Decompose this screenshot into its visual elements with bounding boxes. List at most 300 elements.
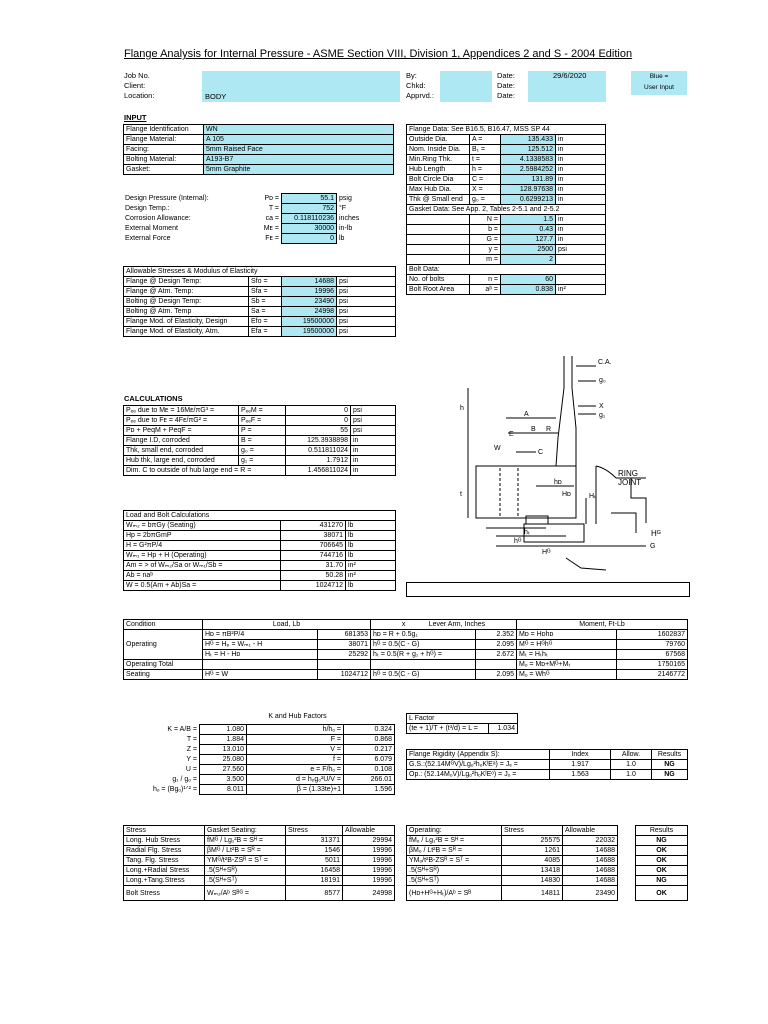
load-formula: Hᴳ = W <box>203 670 318 680</box>
diagram-label-hd: hᴅ <box>554 479 562 486</box>
stress-name: Long.+Radial Stress <box>124 866 205 876</box>
efa-input[interactable]: 19500000 <box>282 327 337 337</box>
result-cell: NG <box>636 876 688 886</box>
calc-sym: PₑₑF = <box>239 416 286 426</box>
fd-unit: in <box>556 155 606 165</box>
moment-formula: Mᴅ = Hᴅhᴅ <box>517 630 617 640</box>
col-condition: Condition <box>124 620 203 630</box>
arm-formula: hᴳ = 0.5(C - G) <box>371 670 476 680</box>
calc-value: 125.3938898 <box>286 436 351 446</box>
load-value: 431270 <box>281 521 346 531</box>
lfactor-formula: (te + 1)/T + (t³/d) = L = <box>407 724 489 734</box>
mod-label: Flange Mod. of Elasticity, Design <box>124 317 249 327</box>
input-label: Gasket: <box>124 165 204 175</box>
mod-sym: Efo = <box>249 317 282 327</box>
load-formula: Hₜ = H - Hᴅ <box>203 650 318 660</box>
allow-unit: psi <box>337 297 396 307</box>
thk-small-end-input[interactable]: 0.6299213 <box>501 195 556 205</box>
date-label-2: Date: <box>497 81 515 90</box>
load-unit: in² <box>346 571 396 581</box>
empty-output-box <box>406 582 690 597</box>
design-unit: in-lb <box>339 225 353 232</box>
calc-value: 55 <box>286 426 351 436</box>
oper-stress: 4085 <box>502 856 563 866</box>
gasket-formula: βMᴳ / Lt²B = Sᴿ = <box>205 846 286 856</box>
gd-unit <box>556 255 606 265</box>
fd-unit: in <box>556 185 606 195</box>
load-value: 50.28 <box>281 571 346 581</box>
allow-label: Flange @ Design Temp: <box>124 277 249 287</box>
gasket-m-input[interactable]: 2 <box>501 255 556 265</box>
flange-material-input[interactable]: A 105 <box>204 135 394 145</box>
load-formula <box>203 660 318 670</box>
oper-stress: 13418 <box>502 866 563 876</box>
oper-formula: (Hᴅ+Hᴳ+Hₜ)/Aᵇ = Sᴮ <box>407 886 502 901</box>
calc-table <box>123 405 396 476</box>
design-unit: psig <box>339 195 352 202</box>
corrosion-allowance-input[interactable]: 0.118110236 <box>282 214 337 224</box>
by-label: By: <box>406 71 417 80</box>
facing-input[interactable]: 5mm Raised Face <box>204 145 394 155</box>
calc-heading: CALCULATIONS <box>124 394 183 403</box>
calc-unit: psi <box>351 406 396 416</box>
diagram-label-e: E <box>509 431 514 438</box>
oper-allow: 14688 <box>563 876 618 886</box>
bolt-unit: in² <box>556 285 606 295</box>
gasket-stress: 31371 <box>286 836 343 846</box>
input-label: Flange Material: <box>124 135 204 145</box>
inside-dia-input[interactable]: 125.512 <box>501 145 556 155</box>
calc-sym: PₑₑM = <box>239 406 286 416</box>
col-gasket: Gasket Seating: <box>205 826 286 836</box>
gd-unit: in <box>556 225 606 235</box>
col-operating: Operating: <box>407 826 502 836</box>
kf-label: f = <box>247 755 344 765</box>
kf-value: 0.324 <box>344 725 395 735</box>
diagram-label-g1: g₁ <box>599 412 606 419</box>
calc-label: Thk, small end, corroded <box>124 446 239 456</box>
rigidity-allow: 1.0 <box>611 760 652 770</box>
load-formula: Hᴳ = Hₚ = Wₘ₁ - H <box>203 640 318 650</box>
design-table <box>123 193 396 244</box>
oper-formula: YMₒ/t²B-ZSᴿ = Sᵀ = <box>407 856 502 866</box>
chkd-label: Chkd: <box>406 81 426 90</box>
fd-unit: in <box>556 195 606 205</box>
bolt-label: Bolt Root Area <box>407 285 470 295</box>
bolt-unit <box>556 275 606 285</box>
diagram-label-r: R <box>546 426 552 433</box>
allow-sym: Sb = <box>249 297 282 307</box>
stress-name: Bolt Stress <box>124 886 205 901</box>
rigidity-result: NG <box>652 770 688 780</box>
col-allowable: Allowable <box>343 826 395 836</box>
outside-dia-input[interactable]: 135.433 <box>501 135 556 145</box>
design-temp-input[interactable]: 752 <box>282 204 337 214</box>
kf-value: 266.01 <box>344 775 395 785</box>
load-label: Wₘ₂ = bπGy (Seating) <box>124 521 281 531</box>
allow-unit: psi <box>337 277 396 287</box>
moment-value: 2146772 <box>617 670 688 680</box>
load-value: 38071 <box>281 531 346 541</box>
calc-unit: in <box>351 446 396 456</box>
date-value: 29/6/2020 <box>553 71 587 80</box>
results-table <box>635 825 688 901</box>
col-results: Results <box>636 826 688 836</box>
fd-sym: g₀ = <box>470 195 501 205</box>
calc-value: 0.511811024 <box>286 446 351 456</box>
design-unit: inches <box>339 215 360 222</box>
arm-formula: hᴳ = 0.5(C - G) <box>371 640 476 650</box>
moment-formula: Mₜ = Hₜhₜ <box>517 650 617 660</box>
gasket-formula: .5(Sᴴ+Sᴿ) <box>205 866 286 876</box>
load-value <box>318 660 371 670</box>
kf-value: 1.884 <box>200 735 247 745</box>
apprvd-label: Apprvd.: <box>406 91 434 100</box>
kf-value: 25.080 <box>200 755 247 765</box>
gasket-stress: 5011 <box>286 856 343 866</box>
oper-allow: 23490 <box>563 886 618 901</box>
gasket-y-input[interactable]: 2500 <box>501 245 556 255</box>
load-label: Hp = 2bπGmP <box>124 531 281 541</box>
fd-sym: B₁ = <box>470 145 501 155</box>
stress-operating-table <box>406 825 618 901</box>
load-heading: Load and Bolt Calculations <box>124 511 396 521</box>
load-label: W = 0.5(Am + Ab)Sa = <box>124 581 281 591</box>
kf-label: hₒ = (Bgₒ)¹ᐟ² = <box>123 785 200 795</box>
kf-label: d = hₒgₒ²U/V = <box>247 775 344 785</box>
kf-value: 0.108 <box>344 765 395 775</box>
diagram-label-ca: C.A. <box>598 359 612 366</box>
oper-allow: 22032 <box>563 836 618 846</box>
fd-label: Max Hub Dia. <box>407 185 470 195</box>
design-label: Design Temp.: <box>125 205 170 212</box>
diagram-label-ht: hₜ <box>524 529 530 536</box>
load-unit: lb <box>346 531 396 541</box>
kfactor-table <box>123 724 395 795</box>
mod-unit: psi <box>337 327 396 337</box>
bolt-label: No. of bolts <box>407 275 470 285</box>
calc-sym: g₁ = <box>239 456 286 466</box>
col-lever-label: Lever Arm, Inches <box>428 621 486 628</box>
calc-label: Hub thk, large end, corroded <box>124 456 239 466</box>
fd-label: Outside Dia. <box>407 135 470 145</box>
moment-table <box>123 619 688 680</box>
load-value: 31.70 <box>281 561 346 571</box>
oper-stress: 14811 <box>502 886 563 901</box>
load-unit: lb <box>346 551 396 561</box>
design-sym: Pᴅ = <box>264 195 279 202</box>
diagram-label-g0: g₀ <box>599 377 606 384</box>
max-hub-dia-input[interactable]: 128.97638 <box>501 185 556 195</box>
col-stress3: Stress <box>502 826 563 836</box>
rigidity-heading: Flange Rigidity (Appendix S): <box>407 750 550 760</box>
calc-label: Flange I.D, corroded <box>124 436 239 446</box>
allow-label: Flange @ Atm. Temp: <box>124 287 249 297</box>
gasket-data-heading: Gasket Data: See App. 2, Tables 2-5.1 and 2-5.2 <box>407 205 606 215</box>
design-unit: °F <box>339 205 347 212</box>
mod-sym: Efa = <box>249 327 282 337</box>
sfa-input[interactable]: 19996 <box>282 287 337 297</box>
design-label: External Force <box>125 235 171 242</box>
calc-sym: g₀ = <box>239 446 286 456</box>
load-label: Ab = naᵇ <box>124 571 281 581</box>
sfo-input[interactable]: 14688 <box>282 277 337 287</box>
load-value: 38071 <box>318 640 371 650</box>
gasket-stress: 16458 <box>286 866 343 876</box>
design-label: Design Pressure (Internal): <box>125 195 209 202</box>
sb-input[interactable]: 23490 <box>282 297 337 307</box>
fd-sym: h = <box>470 165 501 175</box>
kf-label: T = <box>123 735 200 745</box>
kf-value: 1.080 <box>200 725 247 735</box>
kf-label: β = (1.33te)+1 <box>247 785 344 795</box>
diagram-label-h: h <box>460 405 464 412</box>
calc-label: Pᴅ + PeqM + PeqF = <box>124 426 239 436</box>
input-label: Facing: <box>124 145 204 155</box>
allow-label: Bolting @ Atm. Temp <box>124 307 249 317</box>
page-title: Flange Analysis for Internal Pressure - ASME Section VIII, Division 1, Appendices 2 and S - 2004 Edition <box>124 48 633 60</box>
allow-sym: Sfo = <box>249 277 282 287</box>
calc-unit: in <box>351 456 396 466</box>
gd-sym: y = <box>470 245 501 255</box>
oper-formula: .5(Sᴴ+Sᵀ) <box>407 876 502 886</box>
rigidity-index: 1.917 <box>550 760 611 770</box>
calc-unit: psi <box>351 426 396 436</box>
gasket-allow: 19996 <box>343 856 395 866</box>
diagram-label-joint: JOINT <box>618 478 642 487</box>
allow-unit: psi <box>337 287 396 297</box>
efo-input[interactable]: 19500000 <box>282 317 337 327</box>
kf-label: K = A/B = <box>123 725 200 735</box>
gasket-input[interactable]: 5mm Graphite <box>204 165 394 175</box>
load-unit: lb <box>346 581 396 591</box>
bolt-root-area-input[interactable]: 0.838 <box>501 285 556 295</box>
calc-value: 1.7912 <box>286 456 351 466</box>
col-load: Load, Lb <box>203 620 371 630</box>
diagram-label-x: X <box>599 403 604 410</box>
design-label: External Moment <box>125 225 178 232</box>
diagram-label-hg: hᴳ <box>514 538 522 545</box>
oper-allow: 14688 <box>563 846 618 856</box>
input-id-table <box>123 124 394 175</box>
diagram-label-ring: RING <box>618 469 638 478</box>
oper-allow: 14688 <box>563 866 618 876</box>
design-sym: T = <box>268 205 279 212</box>
kf-value: 6.079 <box>344 755 395 765</box>
design-pressure-input[interactable]: 55.1 <box>282 194 337 204</box>
design-unit: lb <box>339 235 345 242</box>
job-label: Job No. <box>124 71 150 80</box>
client-label: Client: <box>124 81 146 90</box>
gd-sym: G = <box>470 235 501 245</box>
kfactor-heading: K and Hub Factors <box>268 713 327 720</box>
col-stress: Stress <box>124 826 205 836</box>
diagram-label-hd-force: Hᴅ <box>562 491 571 498</box>
result-cell: OK <box>636 886 688 901</box>
rigidity-label: Op.: (52.14MₒV)/Lgₒ²hₒKᴵEᵒ) = Jₒ = <box>407 770 550 780</box>
load-formula: Hᴅ = πB²P/4 <box>203 630 318 640</box>
gasket-stress: 1546 <box>286 846 343 856</box>
kf-label: V = <box>247 745 344 755</box>
col-allowable2: Allowable <box>563 826 618 836</box>
calc-unit: psi <box>351 416 396 426</box>
legend-line1: Blue = <box>649 73 669 80</box>
bolt-sym: aᵇ = <box>470 285 501 295</box>
rigidity-index: 1.563 <box>550 770 611 780</box>
external-force-input[interactable]: 0 <box>282 234 337 244</box>
date-label-3: Date: <box>497 91 515 100</box>
legend-line2: User Input <box>644 84 674 91</box>
flange-data-heading: Flange Data: See B16.5, B16.47, MSS SP 44 <box>407 125 606 135</box>
kf-value: 27.560 <box>200 765 247 775</box>
design-label: Corrosion Allowance: <box>125 215 191 222</box>
diagram-label-hg-right: Hᴳ <box>651 529 661 538</box>
gd-blank <box>407 235 470 245</box>
gasket-b-input[interactable]: 0.43 <box>501 225 556 235</box>
moment-value: 1602837 <box>617 630 688 640</box>
gd-unit: in <box>556 235 606 245</box>
col-lever <box>371 620 517 630</box>
calc-label: Dim. C to outside of hub large end = R = <box>124 466 286 476</box>
col-stress2: Stress <box>286 826 343 836</box>
gasket-allow: 19996 <box>343 876 395 886</box>
fd-label: Thk @ Small end <box>407 195 470 205</box>
rigidity-table <box>406 749 688 780</box>
col-index: Index <box>550 750 611 760</box>
job-info-input[interactable] <box>202 71 400 102</box>
oper-formula: .5(Sᴴ+Sᴿ) <box>407 866 502 876</box>
fd-unit: in <box>556 145 606 155</box>
calc-sym: B = <box>239 436 286 446</box>
diagram-label-t: t <box>460 491 462 498</box>
gasket-allow: 19996 <box>343 846 395 856</box>
fd-label: Min.Ring Thk. <box>407 155 470 165</box>
operating-total-label: Operating Total <box>124 660 203 670</box>
oper-stress: 25575 <box>502 836 563 846</box>
gd-unit: in <box>556 215 606 225</box>
arm-value: 2.352 <box>476 630 517 640</box>
gasket-stress: 8577 <box>286 886 343 901</box>
gasket-allow: 19996 <box>343 866 395 876</box>
kf-label: U = <box>123 765 200 775</box>
rigidity-label: G.S.:(52.14MᴳV)/Lgₒ²hₒKᴵEᵃ) = Jₑ = <box>407 760 550 770</box>
gasket-g-input[interactable]: 127.7 <box>501 235 556 245</box>
load-label: Am = > of Wₘ₂/Sa or Wₘ₁/Sb = <box>124 561 281 571</box>
fd-unit: in <box>556 175 606 185</box>
load-value: 1024712 <box>281 581 346 591</box>
oper-formula: βMₒ / Lt²B = Sᴿ = <box>407 846 502 856</box>
kf-label: h/hₒ = <box>247 725 344 735</box>
date-label-1: Date: <box>497 71 515 80</box>
diagram-label-ht-force: Hₜ <box>589 493 597 500</box>
moment-formula: Mᴳ = Hᴳhᴳ <box>517 640 617 650</box>
stress-seating-table <box>123 825 395 901</box>
num-bolts-input[interactable]: 60 <box>501 275 556 285</box>
load-value: 681353 <box>318 630 371 640</box>
load-unit: lb <box>346 521 396 531</box>
input-label: Bolting Material: <box>124 155 204 165</box>
lfactor-value: 1.034 <box>489 724 518 734</box>
calc-unit: in <box>351 466 396 476</box>
arm-value <box>476 660 517 670</box>
moment-value: 1750165 <box>617 660 688 670</box>
external-moment-input[interactable]: 30000 <box>282 224 337 234</box>
arm-value: 2.672 <box>476 650 517 660</box>
fd-label: Bolt Circle Dia <box>407 175 470 185</box>
kf-value: 1.596 <box>344 785 395 795</box>
kf-value: 3.500 <box>200 775 247 785</box>
flange-id-input[interactable]: WN <box>204 125 394 135</box>
bolt-circle-input[interactable]: 131.89 <box>501 175 556 185</box>
load-unit: in² <box>346 561 396 571</box>
kf-label: F = <box>247 735 344 745</box>
ring-thk-input[interactable]: 4.1338583 <box>501 155 556 165</box>
load-value: 706645 <box>281 541 346 551</box>
oper-formula: fMₒ / Lg₁²B = Sᴴ = <box>407 836 502 846</box>
design-sym: ca = <box>265 215 279 222</box>
result-cell: OK <box>636 856 688 866</box>
sa-input[interactable]: 24998 <box>282 307 337 317</box>
oper-stress: 1261 <box>502 846 563 856</box>
gasket-formula: fMᴳ / Lg₁²B = Sᴴ = <box>205 836 286 846</box>
allowable-heading: Allowable Stresses & Modulus of Elasticity <box>124 267 396 277</box>
gasket-n-input[interactable]: 1.5 <box>501 215 556 225</box>
bolt-data-heading: Bolt Data: <box>407 265 606 275</box>
gd-blank <box>407 225 470 235</box>
lfactor-table <box>406 713 518 734</box>
input-label: Flange Identification <box>124 125 204 135</box>
load-label: Wₘ₁ = Hp + H (Operating) <box>124 551 281 561</box>
bolting-material-input[interactable]: A193-B7 <box>204 155 394 165</box>
arm-formula: hₜ = 0.5(R + g₁ + hᴳ) = <box>371 650 476 660</box>
fd-unit: in <box>556 165 606 175</box>
location-value: BODY <box>205 92 227 101</box>
flange-diagram <box>406 348 688 580</box>
load-unit: lb <box>346 541 396 551</box>
rigidity-allow: 1.0 <box>611 770 652 780</box>
oper-stress: 14830 <box>502 876 563 886</box>
allow-unit: psi <box>337 307 396 317</box>
diagram-label-a: A <box>524 411 529 418</box>
gd-blank <box>407 255 470 265</box>
oper-allow: 14688 <box>563 856 618 866</box>
lfactor-heading: L Factor <box>407 714 518 724</box>
gasket-allow: 24998 <box>343 886 395 901</box>
kf-label: e = F/hₒ = <box>247 765 344 775</box>
arm-value: 2.095 <box>476 670 517 680</box>
load-label: H = G²πP/4 <box>124 541 281 551</box>
gd-blank <box>407 215 470 225</box>
diagram-label-c: C <box>538 449 544 456</box>
gasket-formula: YMᴳ/t²B-ZSᴿ = Sᵀ = <box>205 856 286 866</box>
col-moment: Moment, Ft-Lb <box>517 620 688 630</box>
allow-label: Bolting @ Design Temp: <box>124 297 249 307</box>
stress-name: Tang. Flg. Stress <box>124 856 205 866</box>
by-input[interactable] <box>440 71 492 102</box>
flange-data-table <box>406 124 606 295</box>
stress-name: Long. Hub Stress <box>124 836 205 846</box>
moment-formula: Mₒ = Mᴅ+Mᴳ+Mₜ <box>517 660 617 670</box>
result-cell: OK <box>636 846 688 856</box>
load-value: 744716 <box>281 551 346 561</box>
gasket-allow: 29994 <box>343 836 395 846</box>
gasket-formula: Wₘ₂/Aᵇ Sᴮᴳ = <box>205 886 286 901</box>
diagram-label-b: B <box>531 426 536 433</box>
input-heading: INPUT <box>124 113 147 122</box>
hub-length-input[interactable]: 2.5984252 <box>501 165 556 175</box>
fd-sym: t = <box>470 155 501 165</box>
col-x: x <box>401 621 406 628</box>
